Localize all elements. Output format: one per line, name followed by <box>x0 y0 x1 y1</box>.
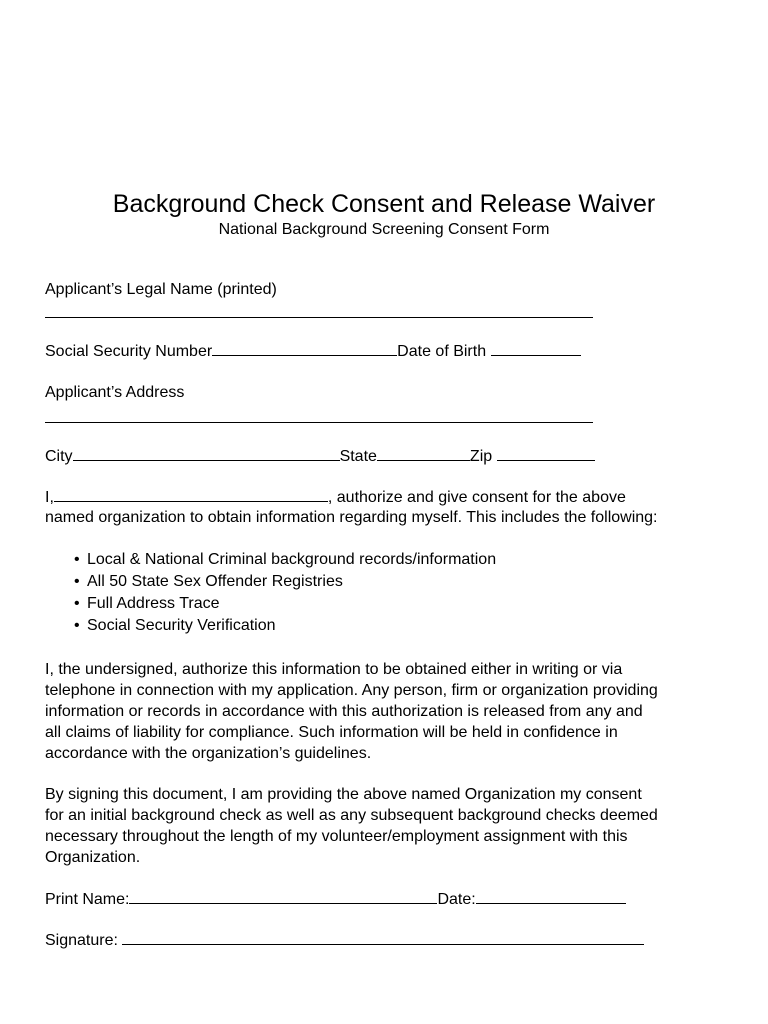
address-label: Applicant’s Address <box>45 384 185 401</box>
consent-name-line[interactable] <box>54 486 328 502</box>
address-line[interactable] <box>45 422 593 423</box>
dob-line[interactable] <box>491 340 581 356</box>
document-subtitle: National Background Screening Consent Form <box>218 221 550 238</box>
consent-line-2: named organization to obtain information regarding myself. This includes the following: <box>45 509 658 526</box>
legal-name-label: Applicant’s Legal Name (printed) <box>45 281 277 298</box>
city-line[interactable] <box>73 445 340 461</box>
consent-suffix: , authorize and give consent for the above <box>327 489 626 506</box>
state-line[interactable] <box>377 445 470 461</box>
zip-label: Zip <box>469 448 493 465</box>
city-label: City <box>45 448 73 465</box>
city-state-zip-row <box>45 445 595 467</box>
list-item: • Local & National Criminal background records/information <box>74 549 496 571</box>
dob-label: Date of Birth <box>397 343 487 360</box>
zip-line[interactable] <box>497 445 595 461</box>
legal-name-line[interactable] <box>45 317 593 318</box>
bullet-icon: • <box>74 595 80 612</box>
signature-label: Signature: <box>45 932 118 949</box>
ssn-line[interactable] <box>212 340 397 356</box>
signature-row <box>45 929 644 951</box>
print-name-line[interactable] <box>129 888 437 904</box>
ssn-label: Social Security Number <box>45 343 213 360</box>
list-item: • Full Address Trace <box>74 593 496 615</box>
bullet-icon: • <box>74 617 80 634</box>
bullet-icon: • <box>74 573 80 590</box>
check-items-list <box>74 549 496 637</box>
consent-line-1 <box>45 486 626 508</box>
document-title: Background Check Consent and Release Waiver <box>112 190 656 218</box>
date-line[interactable] <box>476 888 626 904</box>
signature-line[interactable] <box>122 929 644 945</box>
consent-paragraph: By signing this document, I am providing the above named Organization my consent for an initial background check as well as any subsequent background checks deemed necessary throughout the length of my volunteer/employment assignment with this Organization. <box>45 786 658 866</box>
print-name-label: Print Name: <box>45 891 130 908</box>
list-item: • Social Security Verification <box>74 615 496 637</box>
state-label: State <box>339 448 377 465</box>
list-item: • All 50 State Sex Offender Registries <box>74 571 496 593</box>
date-label: Date: <box>437 891 476 908</box>
authorization-paragraph: I, the undersigned, authorize this information to be obtained either in writing or via telephone in connection with my application. Any person, firm or organization providing information or records in accordance with this authorization is released from any and all claims of liability for compliance. Such information will be held in confidence in accordance with the organization’s guidelines. <box>45 661 658 762</box>
consent-prefix: I, <box>45 489 54 506</box>
bullet-icon: • <box>74 551 80 568</box>
print-name-row <box>45 888 626 910</box>
ssn-dob-row <box>45 340 581 362</box>
